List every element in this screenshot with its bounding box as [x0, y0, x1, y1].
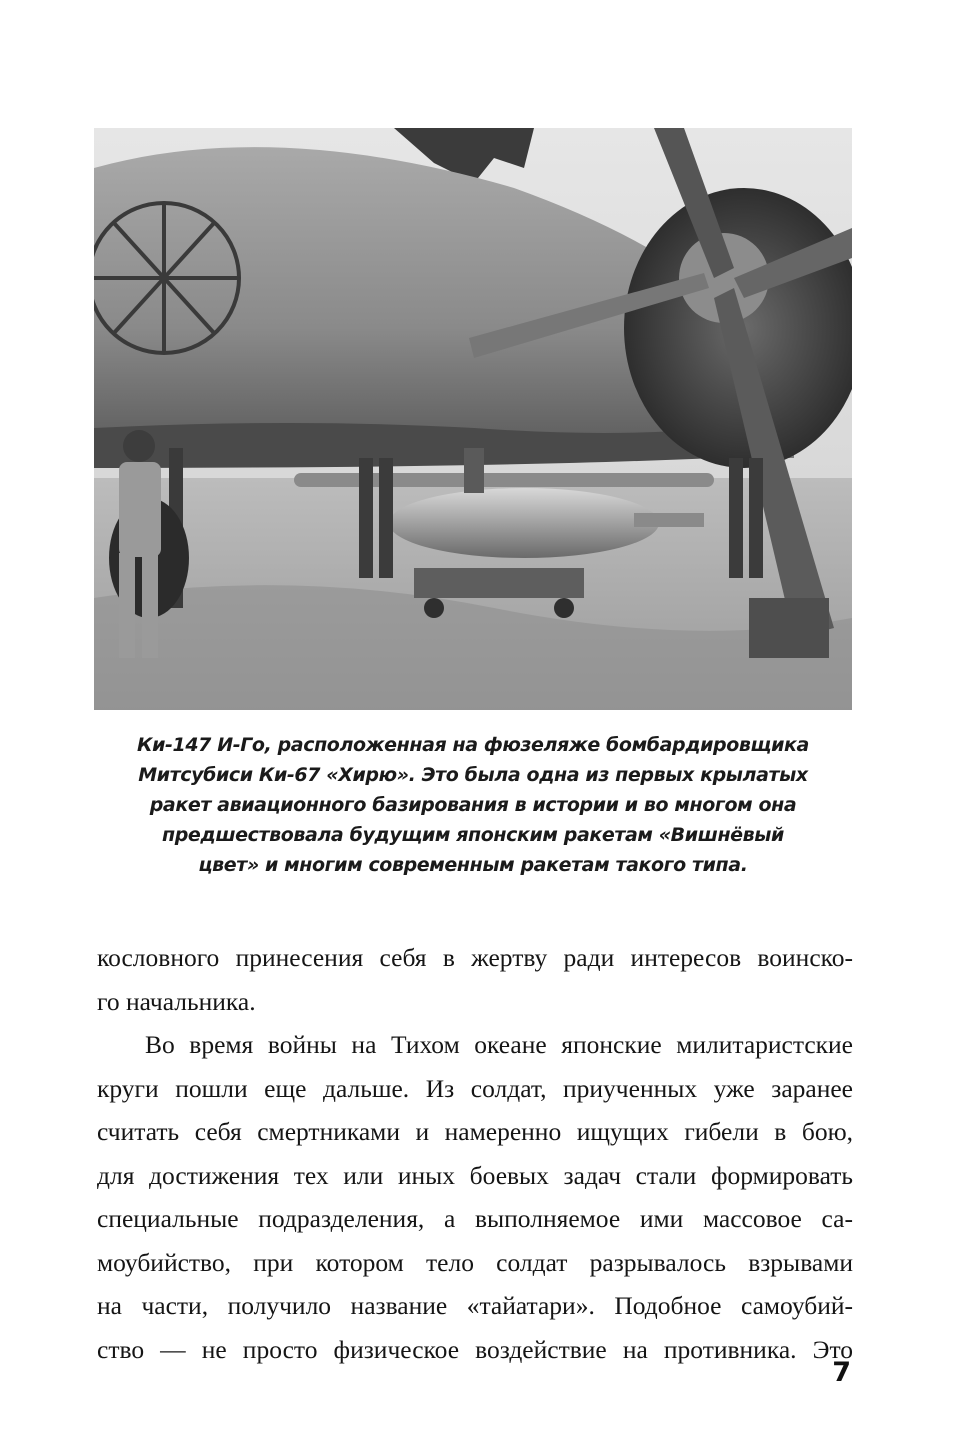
- body-line: считать себя смертниками и намеренно ищущих гибели в бою,: [97, 1117, 853, 1146]
- caption-line: Митсубиси Ки-67 «Хирю». Это была одна из первых крылатых: [138, 764, 808, 786]
- photo-illustration: [94, 128, 852, 710]
- body-line: для достижения тех или иных боевых задач стали формировать: [97, 1160, 853, 1190]
- caption-line: предшествовала будущим японским ракетам «Вишнёвый: [162, 824, 784, 846]
- body-line: моубийство, при котором тело солдат разрывалось взрывами: [97, 1247, 853, 1277]
- body-line: на части, получило название «тайатари». Подобное самоубий-: [97, 1291, 853, 1320]
- page-number: 7: [832, 1357, 851, 1388]
- body-line: го начальника.: [97, 986, 256, 1016]
- body-line: ство — не просто физическое воздействие на противника. Это: [97, 1334, 853, 1364]
- body-line: кословного принесения себя в жертву ради интересов воинско-: [97, 943, 853, 972]
- body-line: специальные подразделения, а выполняемое ими массовое са-: [97, 1204, 853, 1233]
- body-line: круги пошли еще дальше. Из солдат, приученных уже заранее: [97, 1073, 853, 1103]
- caption-line: ракет авиационного базирования в истории и во многом она: [149, 794, 797, 816]
- body-line: Во время войны на Тихом океане японские милитаристские: [145, 1030, 853, 1059]
- caption-line: Ки-147 И-Го, расположенная на фюзеляже бомбардировщика: [137, 734, 809, 756]
- caption-line: цвет» и многим современным ракетам такого типа.: [198, 854, 748, 876]
- body-text: [97, 936, 853, 1371]
- photo-caption: [120, 730, 826, 880]
- bomber-with-missile-photo: [94, 128, 852, 710]
